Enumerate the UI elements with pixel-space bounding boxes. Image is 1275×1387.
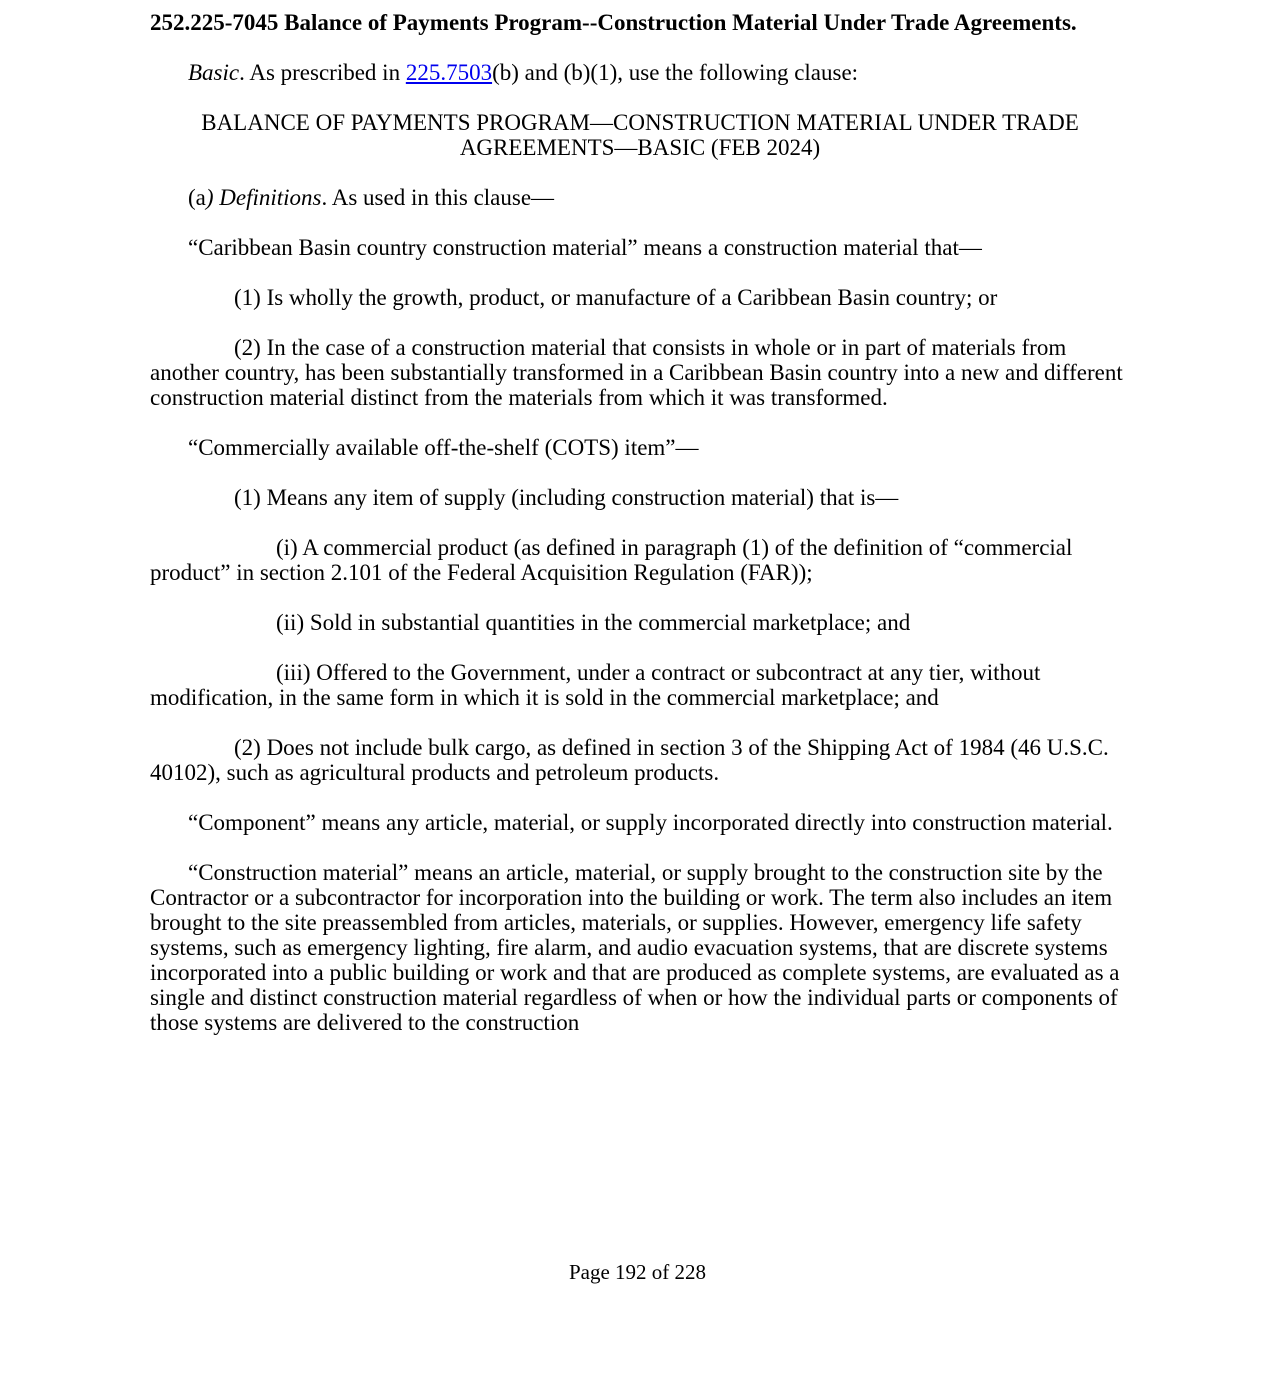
clause-title: BALANCE OF PAYMENTS PROGRAM—CONSTRUCTION MATERIAL UNDER TRADE AGREEMENTS—BASIC (FEB 2024) bbox=[201, 110, 1079, 160]
section-heading: 252.225-7045 Balance of Payments Program--Construction Material Under Trade Agreements. bbox=[150, 10, 1077, 35]
definition-caribbean-item-1: (1) Is wholly the growth, product, or manufacture of a Caribbean Basin country; or bbox=[234, 285, 998, 310]
basic-label: Basic bbox=[188, 60, 240, 85]
definitions-intro bbox=[150, 185, 1130, 210]
prescription-text-after: (b) and (b)(1), use the following clause: bbox=[492, 60, 859, 85]
definitions-text: . As used in this clause— bbox=[321, 185, 555, 210]
prescription-text-before: . As prescribed in bbox=[239, 60, 406, 85]
definition-component: “Component” means any article, material, or supply incorporated directly into construction material. bbox=[188, 810, 1113, 835]
definition-caribbean-item-2: (2) In the case of a construction material that consists in whole or in part of materials from another country, has been substantially transformed in a Caribbean Basin country into a new and different construction material distinct from the materials from which it was transformed. bbox=[150, 335, 1123, 410]
definition-cots: “Commercially available off-the-shelf (COTS) item”— bbox=[188, 435, 699, 460]
definition-caribbean: “Caribbean Basin country construction material” means a construction material that— bbox=[188, 235, 982, 260]
definition-cots-item-1: (1) Means any item of supply (including construction material) that is— bbox=[234, 485, 899, 510]
definition-construction-material: “Construction material” means an article, material, or supply brought to the construction site by the Contractor or a subcontractor for incorporation into the building or work. The term also includes an item brought to the site preassembled from articles, materials, or supplies. However, emergency life safety systems, such as emergency lighting, fire alarm, and audio evacuation systems, that are discrete systems incorporated into a public building or work and that are produced as complete systems, are evaluated as a single and distinct construction material regardless of when or how the individual parts or components of those systems are delivered to the construction bbox=[150, 860, 1120, 1035]
definition-cots-item-1-iii: (iii) Offered to the Government, under a contract or subcontract at any tier, without modification, in the same form in which it is sold in the commercial marketplace; and bbox=[150, 660, 1041, 710]
page-footer: Page 192 of 228 bbox=[568, 1260, 707, 1284]
prescription-paragraph bbox=[150, 60, 1130, 85]
definition-cots-item-2: (2) Does not include bulk cargo, as defined in section 3 of the Shipping Act of 1984 (46 U.S.C. 40102), such as agricultural products and petroleum products. bbox=[150, 735, 1109, 785]
definition-cots-item-1-ii: (ii) Sold in substantial quantities in the commercial marketplace; and bbox=[276, 610, 911, 635]
definitions-label: ) Definitions bbox=[205, 185, 322, 210]
definition-cots-item-1-i: (i) A commercial product (as defined in paragraph (1) of the definition of “commercial product” in section 2.101 of the Federal Acquisition Regulation (FAR)); bbox=[150, 535, 1073, 585]
definitions-prefix: (a bbox=[188, 185, 206, 210]
document-page bbox=[150, 10, 1130, 1035]
section-225-7503-link[interactable]: 225.7503 bbox=[405, 60, 493, 85]
